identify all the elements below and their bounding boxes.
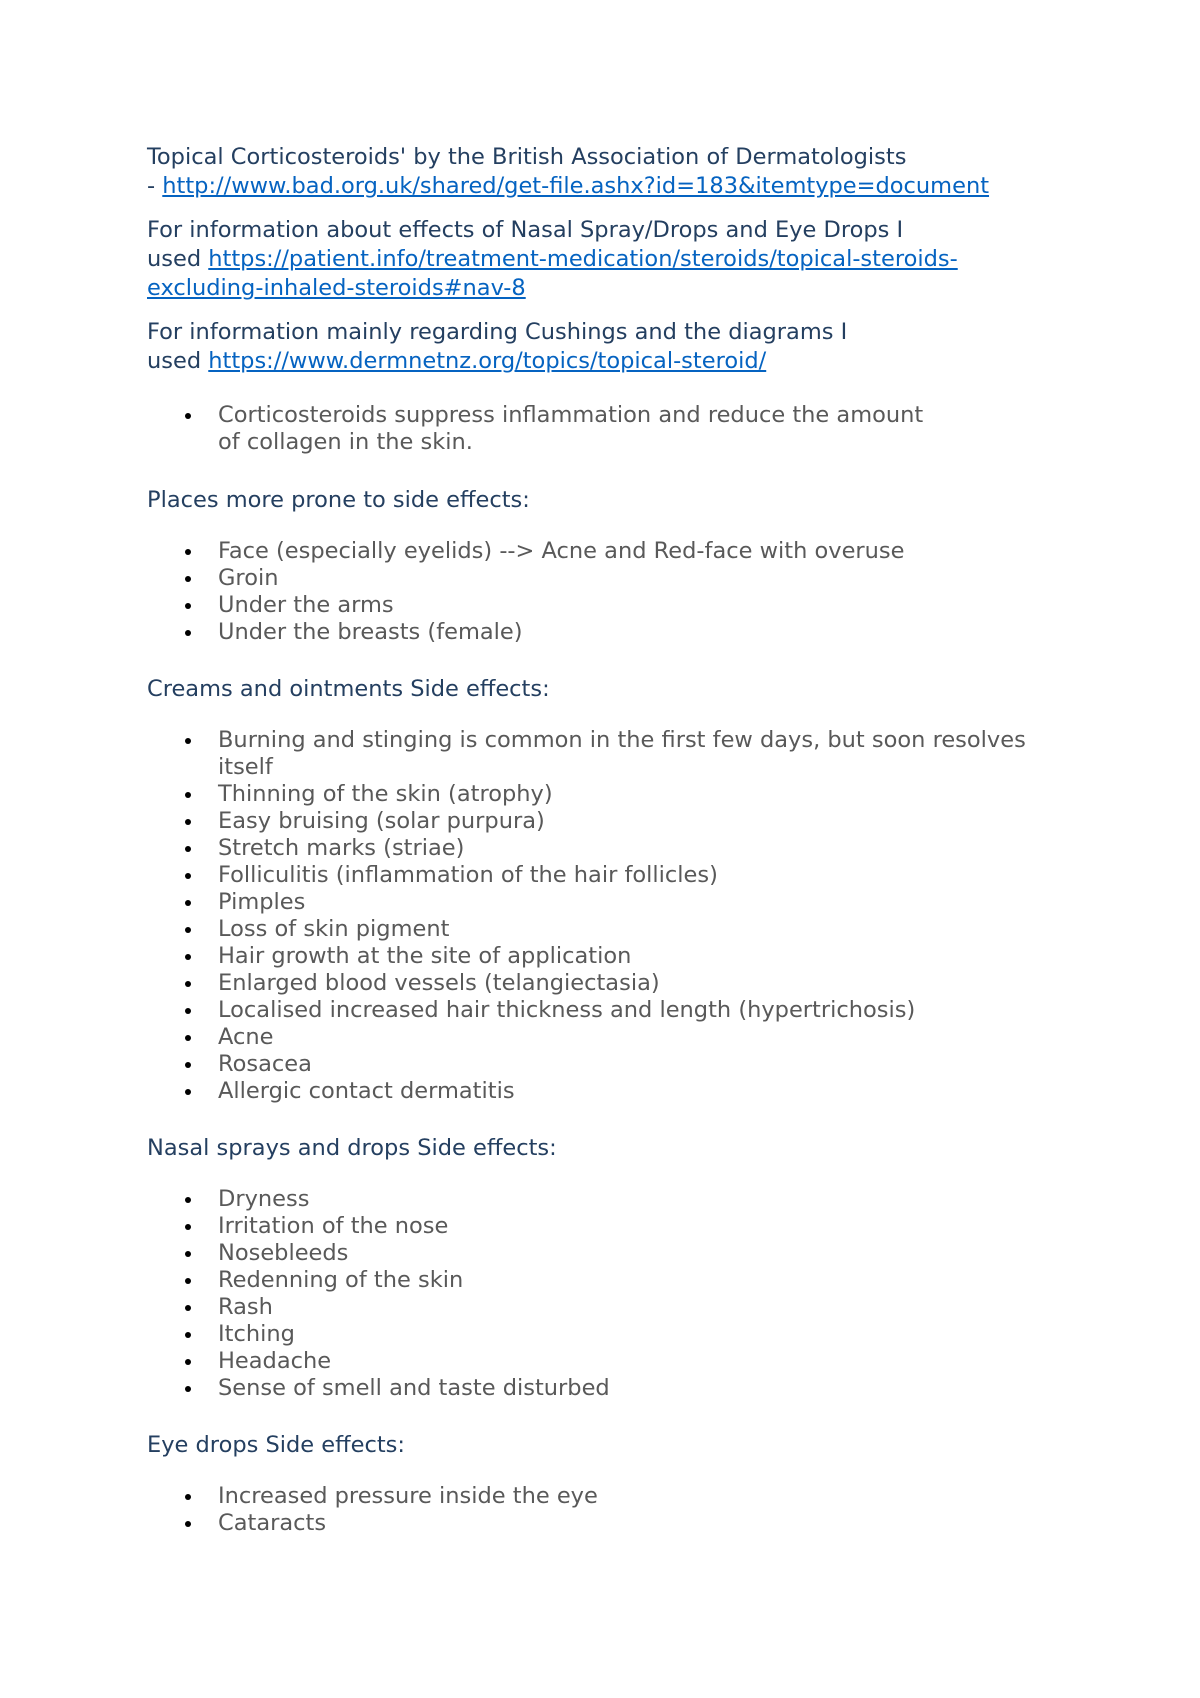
list-item	[147, 727, 1077, 781]
list-item	[147, 1051, 1077, 1078]
list-item-text: Under the arms	[218, 592, 394, 618]
list-item-text: Pimples	[218, 889, 306, 915]
source-patient-info	[147, 216, 1077, 303]
bullet-icon	[185, 603, 191, 609]
list-item	[147, 1186, 1077, 1213]
source-patient-info-link[interactable]	[147, 246, 958, 301]
bullet-icon	[185, 738, 191, 744]
bullet-icon	[185, 1062, 191, 1068]
list-item-text: Corticosteroids suppress inflammation and reduce the amount of collagen in the skin.	[218, 402, 924, 455]
list-item-text: Rash	[218, 1294, 273, 1320]
bullet-icon	[185, 1332, 191, 1338]
bullet-icon	[185, 846, 191, 852]
bullet-icon	[185, 927, 191, 933]
section-title-eye-drops: Eye drops Side effects:	[147, 1432, 405, 1458]
list-item	[147, 1213, 1077, 1240]
source-patient-info-text-1: For information about effects of Nasal Spray/Drops and Eye Drops I	[147, 217, 904, 243]
list-item-text: Headache	[218, 1348, 332, 1374]
source-bad	[147, 143, 1077, 201]
list-item	[147, 1483, 1077, 1510]
list-item	[147, 592, 1077, 619]
section-list-prone-places	[147, 538, 1077, 646]
list-item-text: Thinning of the skin (atrophy)	[218, 781, 553, 807]
list-item	[147, 1078, 1077, 1105]
bullet-icon	[185, 630, 191, 636]
source-patient-info-link-1: https://patient.info/treatment-medication/steroids/topical-steroids-	[208, 246, 958, 272]
source-bad-prefix: -	[147, 173, 163, 199]
list-item-text: Increased pressure inside the eye	[218, 1483, 598, 1509]
bullet-icon	[185, 954, 191, 960]
bullet-icon	[185, 1521, 191, 1527]
bullet-icon	[185, 1278, 191, 1284]
bullet-icon	[185, 900, 191, 906]
source-dermnetnz-link[interactable]: https://www.dermnetnz.org/topics/topical-steroid/	[208, 348, 767, 374]
list-item	[147, 1294, 1077, 1321]
bullet-icon	[185, 792, 191, 798]
bullet-icon	[185, 1224, 191, 1230]
list-item	[147, 808, 1077, 835]
list-item	[147, 916, 1077, 943]
bullet-icon	[185, 413, 191, 419]
bullet-icon	[185, 1359, 191, 1365]
source-dermnetnz-text-2: used	[147, 348, 209, 374]
list-item-text: Burning and stinging is common in the first few days, but soon resolves itself	[218, 727, 1026, 780]
list-item	[147, 862, 1077, 889]
list-item-text: Irritation of the nose	[218, 1213, 449, 1239]
list-item-text: Localised increased hair thickness and length (hypertrichosis)	[218, 997, 916, 1023]
list-item	[147, 997, 1077, 1024]
bullet-icon	[185, 819, 191, 825]
source-patient-info-text-2: used	[147, 246, 209, 272]
section-title-prone-places: Places more prone to side effects:	[147, 487, 530, 513]
bullet-icon	[185, 1089, 191, 1095]
list-item-text: Acne	[218, 1024, 274, 1050]
source-dermnetnz	[147, 318, 1077, 376]
section-list-nasal	[147, 1186, 1077, 1402]
list-item	[147, 943, 1077, 970]
list-item-text: Sense of smell and taste disturbed	[218, 1375, 610, 1401]
list-item	[147, 781, 1077, 808]
list-item-text: Enlarged blood vessels (telangiectasia)	[218, 970, 660, 996]
list-item	[147, 1510, 1077, 1537]
section-list-eye-drops	[147, 1483, 1077, 1537]
bullet-icon	[185, 1197, 191, 1203]
list-item-text: Loss of skin pigment	[218, 916, 450, 942]
bullet-icon	[185, 576, 191, 582]
intro-list	[147, 402, 1077, 456]
list-item	[147, 565, 1077, 592]
list-item	[147, 970, 1077, 997]
bullet-icon	[185, 1386, 191, 1392]
list-item-text: Redenning of the skin	[218, 1267, 464, 1293]
list-item-text: Nosebleeds	[218, 1240, 349, 1266]
list-item-text: Face (especially eyelids) --> Acne and Red-face with overuse	[218, 538, 905, 564]
list-item	[147, 835, 1077, 862]
list-item-text: Hair growth at the site of application	[218, 943, 632, 969]
bullet-icon	[185, 1494, 191, 1500]
list-item-text: Cataracts	[218, 1510, 327, 1536]
list-item	[147, 1375, 1077, 1402]
bullet-icon	[185, 1008, 191, 1014]
section-title-creams: Creams and ointments Side effects:	[147, 676, 550, 702]
list-item-text: Itching	[218, 1321, 295, 1347]
bullet-icon	[185, 981, 191, 987]
list-item	[147, 1321, 1077, 1348]
list-item-text: Groin	[218, 565, 279, 591]
list-item	[147, 619, 1077, 646]
source-bad-text: Topical Corticosteroids' by the British Association of Dermatologists	[147, 144, 907, 170]
list-item	[147, 538, 1077, 565]
list-item	[147, 1267, 1077, 1294]
list-item	[147, 1240, 1077, 1267]
source-patient-info-link-2: excluding-inhaled-steroids#nav-8	[147, 275, 526, 301]
list-item-text: Folliculitis (inflammation of the hair follicles)	[218, 862, 718, 888]
list-item-text: Dryness	[218, 1186, 310, 1212]
list-item	[147, 402, 1077, 456]
source-bad-link[interactable]: http://www.bad.org.uk/shared/get-file.ashx?id=183&itemtype=document	[162, 173, 990, 199]
list-item-text: Easy bruising (solar purpura)	[218, 808, 545, 834]
section-list-creams	[147, 727, 1077, 1105]
bullet-icon	[185, 873, 191, 879]
bullet-icon	[185, 1305, 191, 1311]
list-item-text: Under the breasts (female)	[218, 619, 523, 645]
section-title-nasal: Nasal sprays and drops Side effects:	[147, 1135, 557, 1161]
bullet-icon	[185, 549, 191, 555]
list-item	[147, 1348, 1077, 1375]
list-item-text: Stretch marks (striae)	[218, 835, 465, 861]
document-page	[147, 143, 1077, 1537]
list-item-text: Allergic contact dermatitis	[218, 1078, 515, 1104]
list-item-text: Rosacea	[218, 1051, 312, 1077]
source-dermnetnz-text-1: For information mainly regarding Cushings and the diagrams I	[147, 319, 848, 345]
list-item	[147, 1024, 1077, 1051]
list-item	[147, 889, 1077, 916]
bullet-icon	[185, 1251, 191, 1257]
bullet-icon	[185, 1035, 191, 1041]
